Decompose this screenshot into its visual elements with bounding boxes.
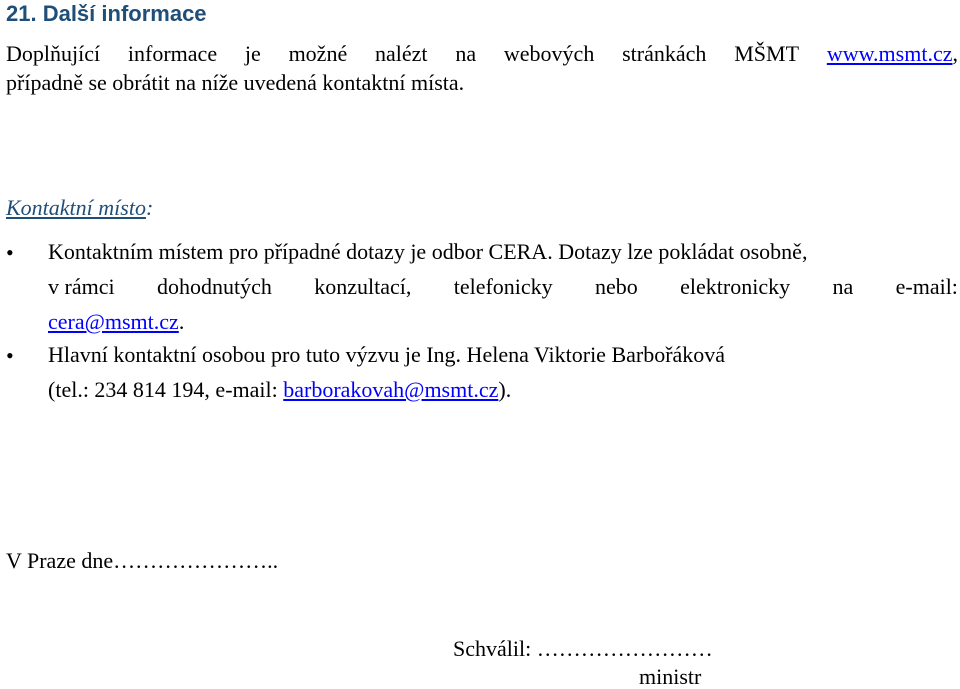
- contact-email-link[interactable]: barborakovah@msmt.cz: [283, 377, 499, 402]
- contact-label-text: Kontaktní místo: [6, 195, 146, 220]
- intro-word: stránkách: [622, 41, 707, 66]
- approval-line: Schválil: ……………………: [453, 636, 713, 661]
- bullet-contact-line: [48, 372, 958, 407]
- msmt-website-link-wrap: [827, 39, 958, 68]
- bullet-email-line: [48, 304, 958, 339]
- intro-paragraph: [6, 39, 958, 97]
- contact-line-suffix: ).: [498, 377, 512, 402]
- bullet-word: nebo: [595, 274, 638, 299]
- intro-word: informace: [127, 41, 218, 66]
- intro-word: nalézt: [375, 41, 428, 66]
- section-heading: 21. Další informace: [6, 1, 207, 26]
- bullet-word: konzultací,: [314, 274, 412, 299]
- msmt-website-link[interactable]: www.msmt.cz: [826, 41, 953, 66]
- bullet-line: Hlavní kontaktní osobou pro tuto výzvu je Ing. Helena Viktorie Barbořáková: [48, 342, 726, 367]
- bullet-icon: •: [6, 240, 14, 265]
- bullet-line-justified: [48, 269, 958, 304]
- contact-label: [6, 193, 153, 222]
- bullet-word: v rámci: [48, 274, 115, 299]
- email-suffix: .: [178, 309, 185, 334]
- signatory-role: ministr: [639, 664, 702, 689]
- bullet-word: na: [832, 274, 854, 299]
- contact-label-colon: :: [145, 195, 154, 220]
- date-line: V Praze dne…………………..: [6, 548, 279, 573]
- intro-line-2: případně se obrátit na níže uvedená kontaktní místa.: [6, 70, 465, 95]
- bullet-line: Kontaktním místem pro případné dotazy je odbor CERA. Dotazy lze pokládat osobně,: [48, 239, 808, 264]
- bullet-item-contact-person: [48, 337, 958, 407]
- contact-phone-text: (tel.: 234 814 194, e-mail:: [48, 377, 284, 402]
- bullet-word: e-mail:: [895, 274, 958, 299]
- bullet-word: dohodnutých: [156, 274, 272, 299]
- intro-word: MŠMT: [734, 41, 800, 66]
- link-suffix: ,: [952, 41, 958, 66]
- bullet-item-cera: [48, 234, 958, 339]
- intro-word: na: [455, 41, 477, 66]
- bullet-word: elektronicky: [680, 274, 791, 299]
- intro-word: Doplňující: [6, 41, 101, 66]
- bullet-icon: •: [6, 343, 14, 368]
- bullet-word: telefonicky: [453, 274, 553, 299]
- intro-word: je: [244, 41, 261, 66]
- intro-word: webových: [503, 41, 595, 66]
- intro-line-1: [6, 39, 958, 68]
- intro-word: možné: [288, 41, 348, 66]
- cera-email-link[interactable]: cera@msmt.cz: [48, 309, 179, 334]
